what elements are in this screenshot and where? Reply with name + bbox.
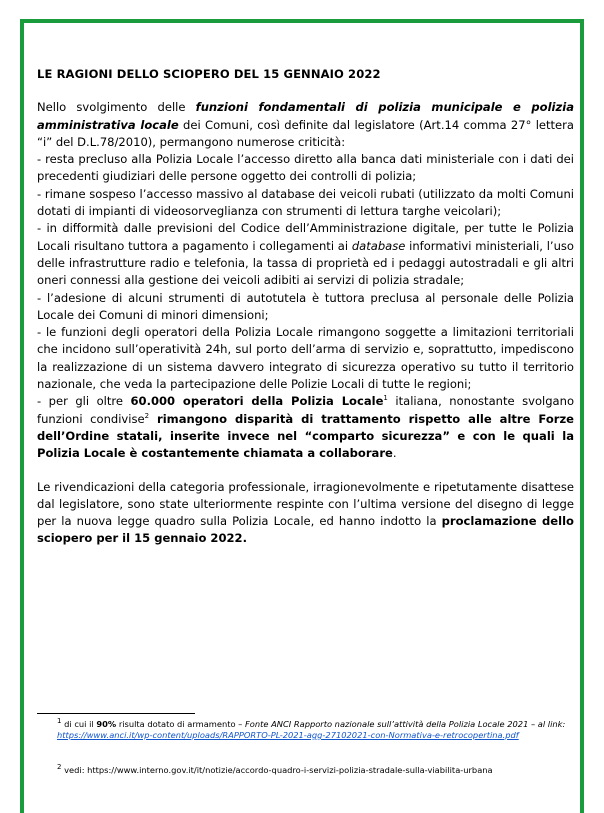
list-item-3 (37, 220, 574, 289)
footnote-ref-1[interactable]: 1 (383, 394, 388, 403)
intro-text: Nello svolgimento delle (37, 100, 196, 115)
closing-bold: proclamazione dello sciopero per il 15 gennaio 2022. (37, 514, 574, 546)
document-title: LE RAGIONI DELLO SCIOPERO DEL 15 GENNAIO 2022 (37, 67, 381, 81)
footnote-1-text: di cui il (61, 719, 97, 729)
list-item-4: - l’adesione di alcuni strumenti di autotutela è tuttora preclusa al personale delle Polizia Locale dei Comuni di minori dimensioni; (37, 290, 574, 322)
item6-bold: 60.000 operatori della Polizia Locale (130, 394, 384, 409)
list-item-1: - resta precluso alla Polizia Locale l’accesso diretto alla banca dati ministeriale con i dati dei precedenti giudiziari delle persone oggetto dei controlli di polizia; (37, 152, 574, 184)
footnote-separator (37, 713, 195, 714)
footnote-1-text-cont: risulta dotato di armamento – (116, 719, 245, 729)
item3-text: - in difformità dalle previsioni del Codice dell’Amministrazione digitale, per tutte le Polizia Locali risultano tuttora a pagamento i collegamenti ai (37, 221, 574, 253)
item6-text: - per gli oltre (37, 394, 131, 409)
list-item-5: - le funzioni degli operatori della Polizia Locale rimangono soggette a limitazioni territoriali che incidono sull’operatività 24h, sul porto dell’arma di servizio e, soprattutto, impediscono la realizzazione di un sistema davvero integrato di sicurezza operativo su tutto il territorio nazionale, che veda la partecipazione delle Polizie Locali di tutte le regioni; (37, 325, 574, 392)
footnote-2-number: 2 (57, 763, 62, 772)
closing-text: Le rivendicazioni della categoria professionale, irragionevolmente e ripetutamente disattese dal legislatore, sono state ulteriormente respinte con l’ultima versione del disegno di legge per la nuova legge quadro sulla Polizia Locale, ed hanno indotto la (37, 479, 574, 529)
footnote-2-text: vedi: https://www.interno.gov.it/it/notizie/accordo-quadro-i-servizi-polizia-stradale-sulla-viabilita-urbana (61, 765, 493, 775)
footnote-1-link[interactable]: https://www.anci.it/wp-content/uploads/RAPPORTO-PL-2021-agg-27102021-con-Normativa-e-retrocopertina.pdf (57, 730, 519, 740)
item6-text-cont: italiana, nonostante svolgano funzioni condivise (37, 394, 575, 426)
footnote-ref-2[interactable]: 2 (144, 411, 150, 420)
footnote-1 (57, 719, 569, 741)
footnote-1-source: Fonte ANCI Rapporto nazionale sull’attività della Polizia Locale 2021 – al link: (244, 719, 566, 729)
list-item-6 (37, 393, 574, 462)
item3-text-cont: informativi ministeriali, l’uso delle infrastrutture radio e telefonia, la tassa di proprietà ed i pedaggi autostradali e gli altri oneri connessi alla gestione dei veicoli adibiti ai servizi di polizia stradale; (37, 238, 574, 288)
intro-paragraph (37, 99, 574, 151)
document-body (37, 66, 574, 548)
item6-bold-cont: rimangono disparità di trattamento rispetto alle altre Forze dell’Ordine statali, inserite invece nel “comparto sicurezza” e con le quali la Polizia Locale è costantemente chiamata a collaborare (37, 411, 575, 461)
footnote-1-percent: 90% (96, 719, 117, 729)
item6-period: . (392, 446, 397, 461)
list-item-2: - rimane sospeso l’accesso massivo al database dei veicoli rubati (utilizzato da molti Comuni dotati di impianti di videosorveglianza con strumenti di lettura targhe veicolari); (37, 186, 574, 219)
closing-paragraph (37, 479, 574, 548)
intro-emphasis: funzioni fondamentali di polizia municipale e polizia amministrativa locale (37, 100, 574, 132)
footnote-1-number: 1 (57, 717, 62, 726)
intro-text-cont: dei Comuni, così definite dal legislatore (Art.14 comma 27° lettera “i” del D.L.78/2010), permangono numerose criticità: (37, 117, 574, 149)
footnote-2 (57, 765, 569, 776)
item3-italic: database (351, 238, 406, 253)
